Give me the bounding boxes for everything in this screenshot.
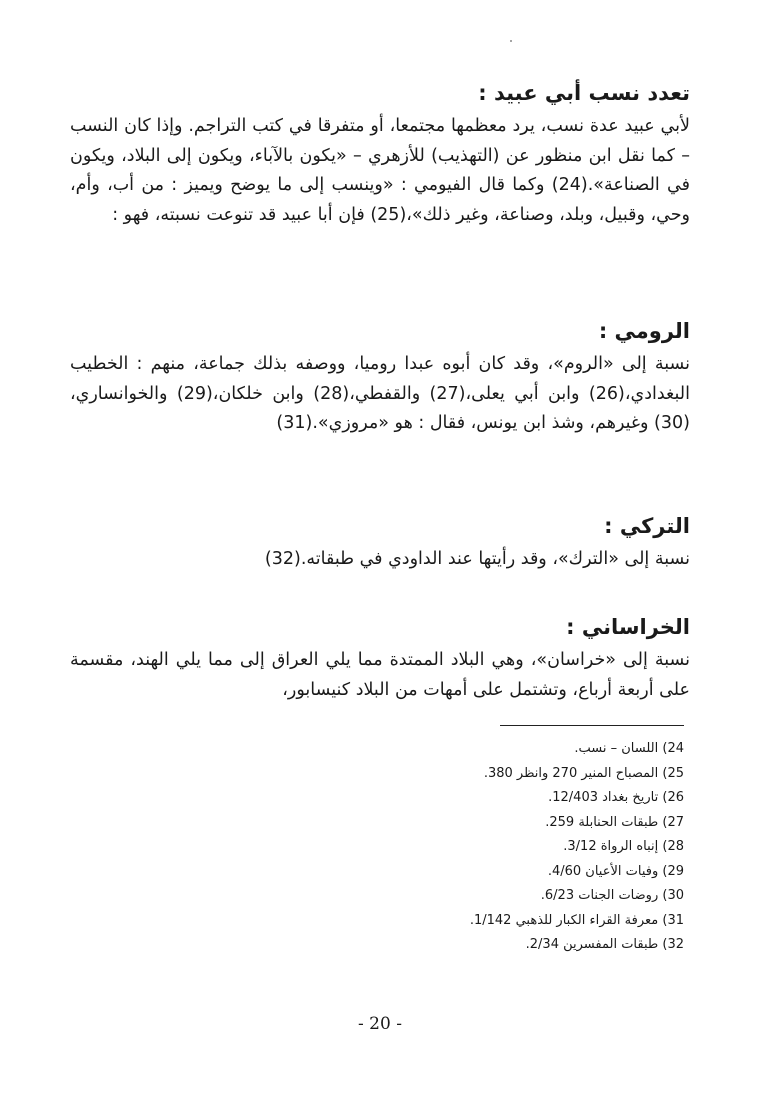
- section-heading: الرومي :: [598, 319, 690, 343]
- section-turki: [70, 511, 690, 575]
- footnote: 30) روضات الجنات 6/23.: [540, 888, 684, 903]
- footnote: 26) تاريخ بغداد 12/403.: [548, 790, 684, 805]
- section-khurasani: [70, 612, 690, 705]
- section-rumi: [70, 316, 690, 439]
- section-heading: التركي :: [604, 514, 690, 538]
- footnote-divider: [500, 725, 684, 726]
- scan-speck: [510, 40, 512, 42]
- section-paragraph: نسبة إلى «الروم»، وقد كان أبوه عبدا روميا، ووصفه بذلك جماعة، منهم : الخطيب البغدادي،(26) وابن أبي يعلى،(27) والقفطي،(28) وابن خلكان،(29) والخوانساري،(30) وغيرهم، وشذ ابن يونس، فقال : هو «مروزي».(31): [70, 354, 690, 433]
- section-paragraph: لأبي عبيد عدة نسب، يرد معظمها مجتمعا، أو متفرقا في كتب التراجم. وإذا كان النسب – كما نقل ابن منظور عن (التهذيب) للأزهري – «يكون بالآباء، ويكون إلى البلاد، ويكون في الصناعة».(24) وكما قال الفيومي : «وينسب إلى ما يوضح ويميز : من أب، وأم، وحي، وقبيل، وبلد، وصناعة، وغير ذلك»،(25) فإن أبا عبيد قد تنوعت نسبته، فهو :: [70, 116, 690, 225]
- footnote: 32) طبقات المفسرين 2/34.: [525, 937, 684, 952]
- footnote: 25) المصباح المنير 270 وانظر 380.: [483, 765, 684, 781]
- footnote: 28) إنباه الرواة 3/12.: [563, 839, 684, 854]
- section-heading: تعدد نسب أبي عبيد :: [478, 81, 690, 105]
- footnote: 31) معرفة القراء الكبار للذهبي 1/142.: [469, 912, 684, 928]
- footnote: 27) طبقات الحنابلة 259.: [545, 814, 684, 830]
- page-number: - 20 -: [358, 1014, 402, 1034]
- footnote: 24) اللسان – نسب.: [574, 741, 684, 756]
- section-paragraph: نسبة إلى «خراسان»، وهي البلاد الممتدة مما يلي العراق إلى مما يلي الهند، مقسمة على أربعة أرباع، وتشتمل على أمهات من البلاد كنيسابور،: [70, 650, 690, 700]
- footnote: 29) وفيات الأعيان 4/60.: [547, 863, 684, 879]
- section-lineages: [70, 78, 690, 230]
- section-heading: الخراساني :: [566, 615, 690, 639]
- section-paragraph: نسبة إلى «الترك»، وقد رأيتها عند الداودي في طبقاته.(32): [264, 549, 690, 569]
- footnotes: [300, 737, 684, 958]
